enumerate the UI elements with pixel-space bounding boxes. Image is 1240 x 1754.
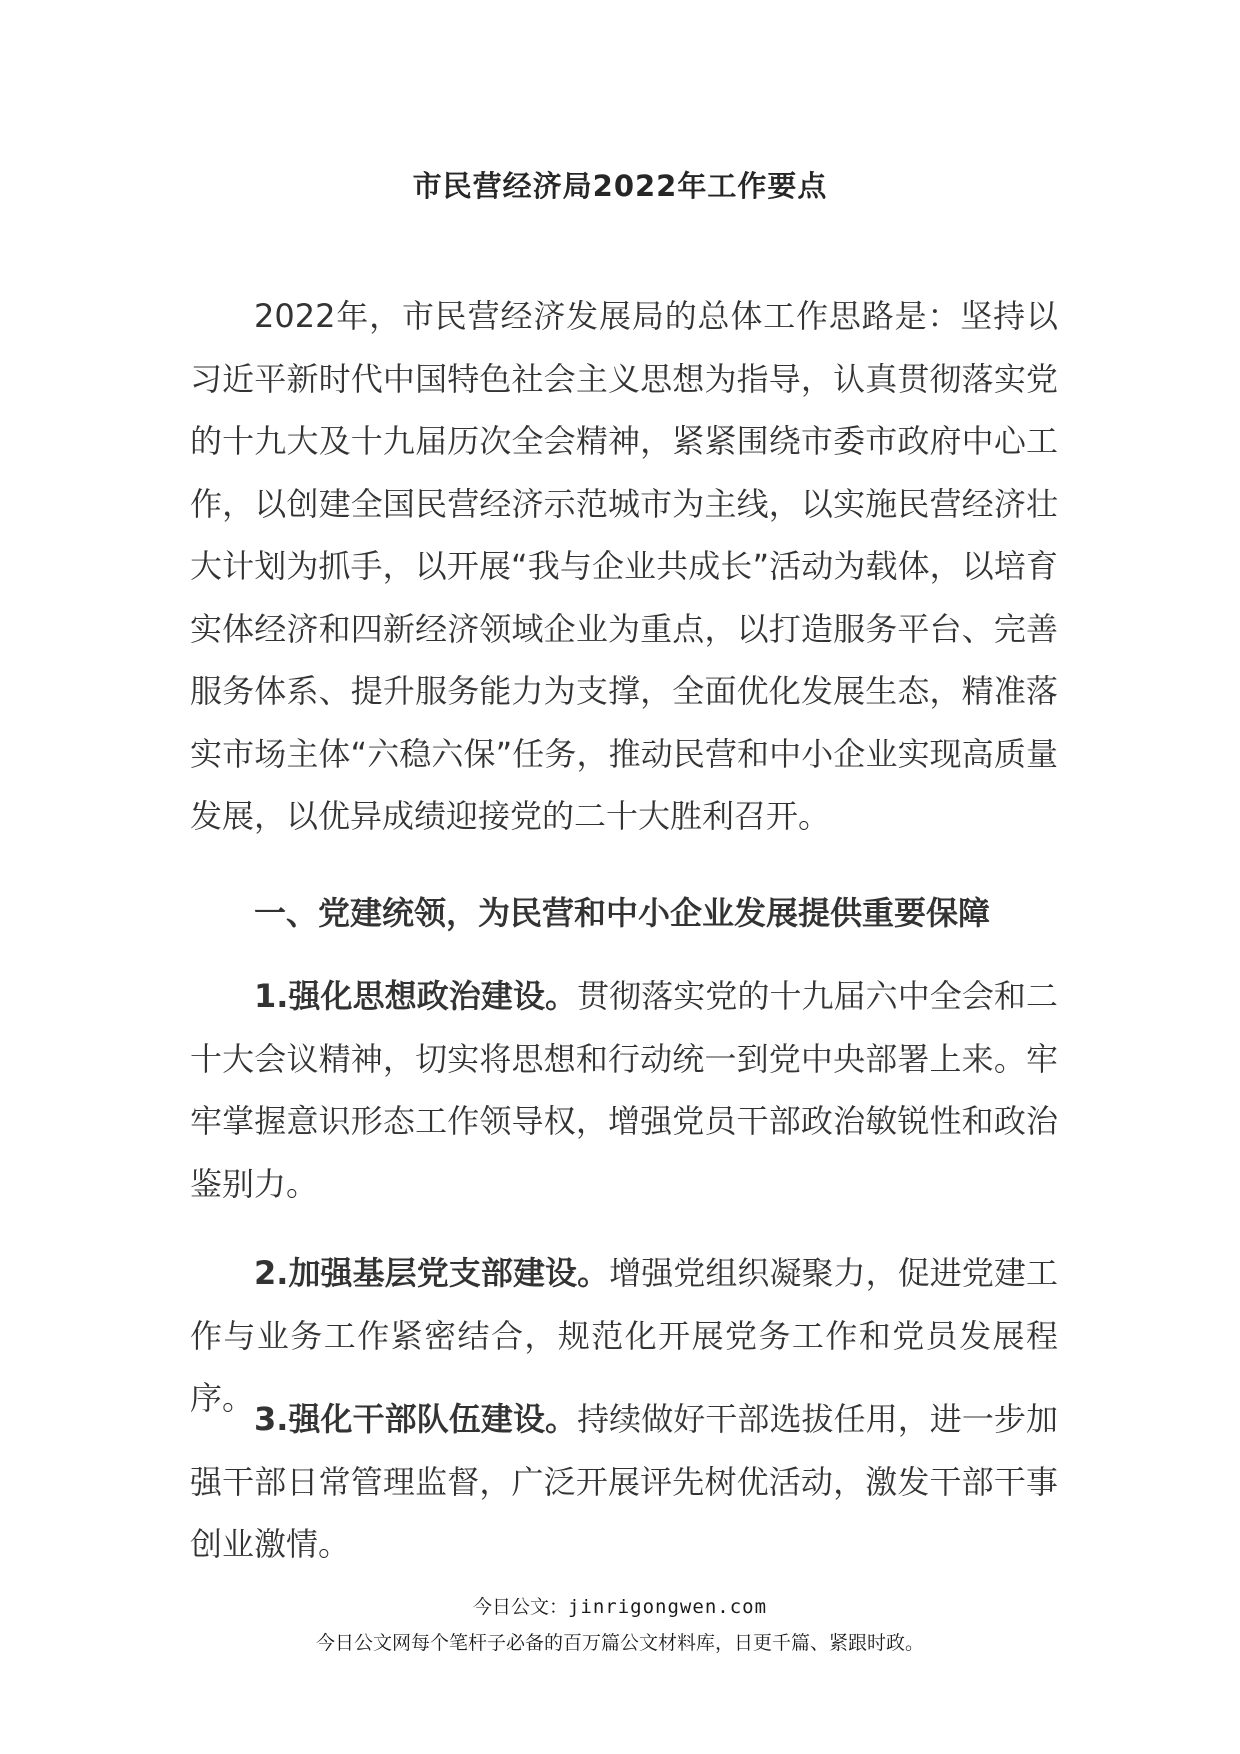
list-item: [190, 1388, 1058, 1576]
item-text: 贯彻落实党的十九届六中全会和二十大会议精神，切实将思想和行动统一到党中央部署上来。牢牢掌握意识形态工作领导权，增强党员干部政治敏锐性和政治鉴别力。: [190, 977, 1058, 1203]
list-item: [190, 965, 1058, 1215]
document-title: 市民营经济局2022年工作要点: [412, 169, 828, 203]
footer-source: [0, 1592, 1240, 1622]
item-text: 持续做好干部选拔任用，进一步加强干部日常管理监督，广泛开展评先树优活动，激发干部干事创业激情。: [190, 1400, 1058, 1563]
item-lead: 1.强化思想政治建设。: [254, 977, 578, 1015]
section-heading: 一、党建统领，为民营和中小企业发展提供重要保障: [254, 894, 991, 932]
footer-label: 今日公文：: [472, 1596, 568, 1618]
item-lead: 2.加强基层党支部建设。: [254, 1254, 610, 1292]
item-lead: 3.强化干部队伍建设。: [254, 1400, 578, 1438]
intro-paragraph: 2022年，市民营经济发展局的总体工作思路是：坚持以习近平新时代中国特色社会主义思想为指导，认真贯彻落实党的十九大及十九届历次全会精神，紧紧围绕市委市政府中心工作，以创建全国民营经济示范城市为主线，以实施民营经济壮大计划为抓手，以开展“我与企业共成长”活动为载体，以培育实体经济和四新经济领域企业为重点，以打造服务平台、完善服务体系、提升服务能力为支撑，全面优化发展生态，精准落实市场主体“六稳六保”任务，推动民营和中小企业实现高质量发展，以优异成绩迎接党的二十大胜利召开。: [190, 297, 1058, 835]
footer-url-link[interactable]: jinrigongwen.com: [567, 1596, 768, 1618]
footer-tagline: 今日公文网每个笔杆子必备的百万篇公文材料库，日更千篇、紧跟时政。: [315, 1632, 924, 1654]
item-text: 增强党组织凝聚力，促进党建工作与业务工作紧密结合，规范化开展党务工作和党员发展程序。: [190, 1254, 1058, 1417]
